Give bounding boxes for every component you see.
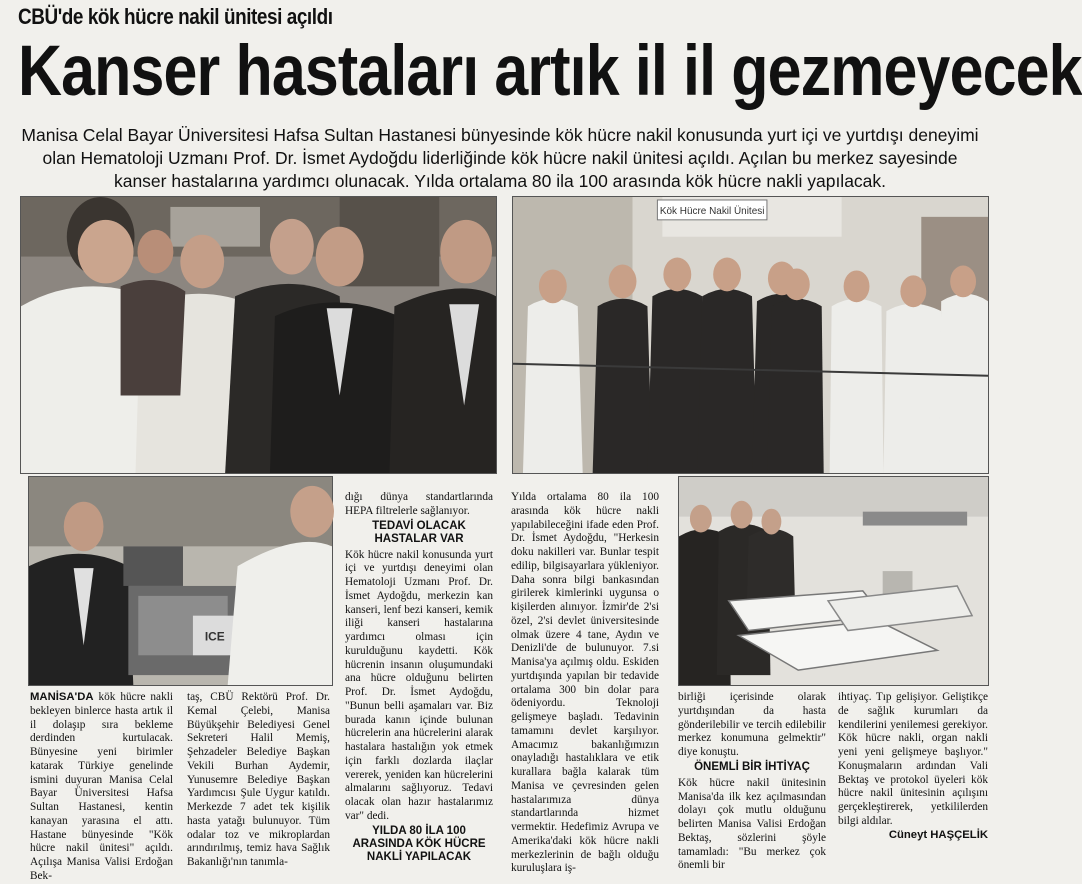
- column-4-text: Yılda ortalama 80 ila 100 arasında kök hücre nakli yapılabileceğini ifade eden Prof. Dr. İsmet Aydoğdu, "Herkesin doku nakilleri var. Bunlar tespit edilip, bilgisayarlara yükleniyor. Daha sonra bilgi bankasından girilerek kimlerinki uygunsa o kişilerden alınıyor. İzmir'de 2'si özel, 2'si devlet üniversitesinde olmak üzere 4 tane, Aydın ve Denizli'de de bulunuyor. 7.si Manisa'ya açılmış oldu. Eskiden yurtdışında yapılan bir tedavide ortalama 300 bin dolar para ödeniyordu. Teknoloji gelişmeye başladı. Tedavinin tamamını devlet karşılıyor. Amacımız bakanlığımızın onayladığı hastalıklara ve etik kurallara bağla kalarak tüm Manisa ve çevresinden gelen hastalarımıza dünya standartlarında hizmet vermektir. Hedefimiz Avrupa ve Amerika'daki kök hücre nakli merkezlerinin de bağlı olduğu kuruluşlara iş-: [511, 491, 659, 875]
- column-1-text: kök hücre nakli bekleyen binlerce hasta artık il il dolaşıp sıra bekleme derdinden kurtulacak. Bünyesine yeni birimler katarak Türkiye genelinde ismini duyuran Manisa Celal Bayar Üniversitesi Hafsa Sultan Hastanesi, kentin kanayan yarasına el attı. Hastane bünyesinde "Kök hücre nakil ünitesi" açıldı. Açılışa Manisa Valisi Erdoğan Bek-: [30, 691, 173, 882]
- dateline: MANİSA'DA: [30, 691, 94, 703]
- kicker: CBÜ'de kök hücre nakil ünitesi açıldı: [18, 4, 333, 29]
- article-column-4: [511, 491, 659, 876]
- subhead-need: ÖNEMLİ BİR İHTİYAÇ: [694, 760, 810, 773]
- byline: Cüneyt HAŞÇELİK: [888, 828, 988, 841]
- article-column-2: [187, 691, 330, 870]
- photo-ribbon-cutting: [512, 196, 989, 474]
- column-5b-text: Kök hücre nakil ünitesinin Manisa'da ilk kez açılmasından dolayı çok mutlu olduğunu belirten Manisa Valisi Erdoğan Bektaş, sözlerini şöyle tamamladı: "Bu merkez çok önemli bir: [678, 776, 826, 872]
- column-5a-text: birliği içerisinde olarak yurtdışından da hasta gönderilebilir ve tercih edilebilir merkez konumuna gelmektir" diye konuştu.: [678, 691, 826, 758]
- column-2-text: taş, CBÜ Rektörü Prof. Dr. Kemal Çelebi, Manisa Büyükşehir Belediyesi Genel Sekreteri Halil Memiş, Şehzadeler Belediye Başkan Vekili Burhan Aydemir, Yunusemre Belediye Başkan Yardımcısı Şule Uygur katıldı. Merkezde 7 adet tek kişilik hasta yatağı bulunuyor. Tüm odalar toz ve mikroplardan arındırılmış, temiz hava Sağlık Bakanlığı'nın tanımla-: [187, 691, 330, 868]
- column-6-text: ihtiyaç. Tıp gelişiyor. Geliştikçe de sağlık kurumları da kendilerini yenilemesi gerekiyor. Kök hücre nakli, organ nakli yeni yeni gelişmeye başlıyor." Konuşmaların ardından Vali Bektaş ve protokol üyeleri kök hücre nakil ünitesinin açılışını gerçekleştirerek, yetkililerden bilgi aldılar.: [838, 691, 988, 827]
- subhead-treatment: TEDAVİ OLACAK HASTALAR VAR: [372, 519, 466, 545]
- headline: Kanser hastaları artık il il gezmeyecek: [18, 32, 1082, 111]
- column-3b-text: Kök hücre nakil konusunda yurt içi ve yurtdışı deneyimi olan Hematoloji Uzmanı Prof. Dr. İsmet Aydoğdu, merkezin kan kanseri, lenf bezi kanseri, kemik iliği kanseri hastalarına yardımcı olması için kurulduğunu kaydetti. Kök hücrenin insanın oluşumundaki ana hücre olduğunu belirten Prof. Dr. İsmet Aydoğdu, "Bunun belli aşamaları var. Biz burada kanın içinde bulunan hücrelerin ana hücrelerini alarak hastalara hastalığın yok etmek için farklı dozlarda ilaçlar vererek, yeniden kan hücrelerini almalarını sağlıyoruz. Tedavi olacak olan hazır hastalarımız var" dedi.: [345, 548, 493, 822]
- article-column-1: [30, 691, 173, 884]
- device-label: ICE: [204, 629, 225, 644]
- photo-hospital-room: [678, 476, 989, 686]
- subhead-transplants: YILDA 80 İLA 100 ARASINDA KÖK HÜCRE NAKLİ YAPILACAK: [352, 824, 486, 863]
- article-column-6: [838, 691, 988, 842]
- article-column-3: [345, 491, 493, 867]
- unit-sign-text: Kök Hücre Nakil Ünitesi: [659, 205, 765, 217]
- column-3a-text: dığı dünya standartlarında HEPA filtrelerle sağlanıyor.: [345, 491, 493, 517]
- photo-lab-device: [28, 476, 333, 686]
- article-column-5: [678, 691, 826, 873]
- lead-paragraph: Manisa Celal Bayar Üniversitesi Hafsa Sultan Hastanesi bünyesinde kök hücre nakil konusunda yurt içi ve yurtdışı deneyimi olan Hematoloji Uzmanı Prof. Dr. İsmet Aydoğdu liderliğinde kök hücre nakil ünitesi açıldı. Açılan bu merkez sayesinde kanser hastalarına yardımcı olunacak. Yılda ortalama 80 ila 100 arasında kök hücre nakli yapılacak.: [21, 125, 979, 191]
- photo-officials-visit: [20, 196, 497, 474]
